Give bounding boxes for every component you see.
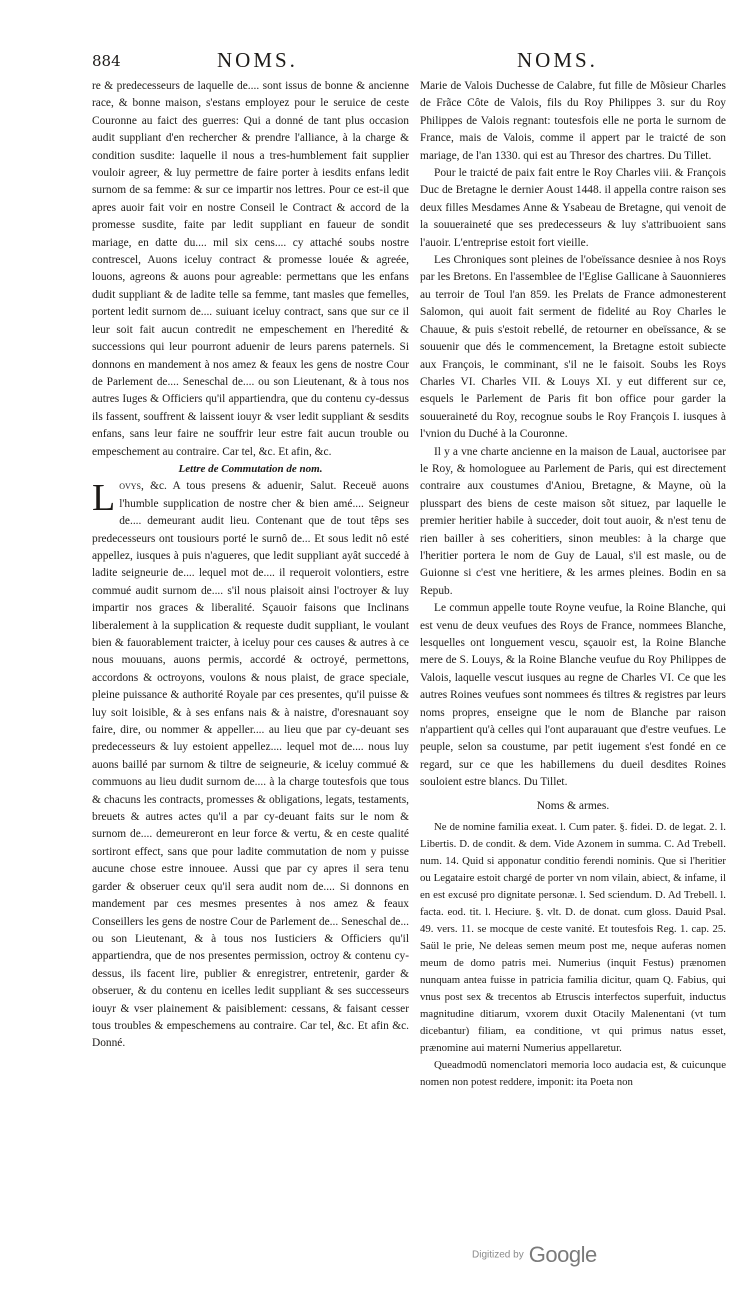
section-heading-noms-armes: Noms & armes. [536, 799, 610, 812]
page-number: 884 [92, 52, 121, 70]
right-paragraph: Marie de Valois Duchesse de Calabre, fut fille de Mõsieur Charles de Frãce Côte de Valois, fils du Roy Philippes 3. sur du Roy Philippes de Valois regnant: toutesfois elle ne porta le surnom de France, mais de Valois, comme il appert par le traicté de son mariage, de l'an 1330. qui est au Thresor des chartres. Du Tillet. [420, 80, 726, 162]
book-page [92, 48, 728, 1248]
note-paragraph: Ne de nomine familia exeat. l. Cum pater. §. fidei. D. de legat. 2. l. Libertis. D. de condit. & dem. Vide Azonem in summa. C. Ad Trebell. num. 14. Quid si apponatur conditio ferendi nominis. Que si l'heritier ou Legataire estoit chargé de porter vn nom vilain, abiect, & infame, il en est excusé pro dignitate personæ. l. Sed sciendum. D. Ad Trebell. l. facta. eod. tit. l. Heciure. §. vlt. D. de donat. cum gloss. Dauid Psal. 49. vers. 11. se mocque de ceste vanité. Et toutesfois Reg. 1. cap. 25. Saül le prie, Ne deleas semen meum post me, neque auferas nomen meum de domo patris mei. Numerius (inquit Festus) prænomen nunquam antea fuisse in patricia familia dicitur, quam Q. Fabius, qui vnus post sex & trecentos ab Etruscis interfectos superfuit, inductus magnitudine ditiarum, vxorem duxit Otacily Malenentani (vt tum dicebantur) filiam, ea conditione, vt qui primus natus esset, prænomine aui materni Numerius appellaretur. [420, 821, 726, 1055]
google-logo: Google [528, 1242, 597, 1267]
drop-cap: L [92, 477, 116, 520]
section-heading-commutation: Lettre de Commutation de nom. [178, 462, 323, 475]
letter-paragraph [92, 478, 409, 1052]
legal-notes [420, 819, 726, 1091]
running-title-left: NOMS. [217, 48, 298, 72]
running-title-right: NOMS. [517, 48, 598, 72]
right-paragraph: Il y a vne charte ancienne en la maison de Laual, auctorisee par le Roy, & homologuee au Parlement de Paris, qui est directement contraire aux coustumes d'Aniou, Bretagne, & Mayne, où la plusspart des biens de ceste maison sõt situez, par laquelle le premier heritier habile à succeder, doit tout auoir, & n'est tenu de rien bailler à ses coheritiers, sinon meubles: à la charge que l'heritier portera le nom de Guy de Laual, s'il est masle, ou de Guionne si c'est vne heritiere, & les armes pleines. Bodin en sa Repub. [420, 445, 726, 597]
left-paragraph: re & predecesseurs de laquelle de.... sont issus de bonne & ancienne race, & bonne maison, s'estans employez pour le seruice de ceste Couronne au faict des guerres: Qui a donné de tant plus occasion audit suppliant d'en rechercher & prendre l'alliance, à la charge & condition susdite: laquelle il nous a tres-humblement fait supplier vouloir agreer, & luy permettre de faire porter à iesdits enfans ledit surnom de sa femme: & sur ce impartir nos lettres. Pour ce est-il que apres auoir fait voir en nostre Conseil le Contract & accord de la promesse susdite, faite par ledit suppliant en faueur de sondit mariage, en datte du.... mil six cens.... cy attaché soubs nostre contrescel, Auons iceluy contract & promesse louée & agreée, louons, agreons & auons pour agreable: permettans que les enfans dudit suppliant & de ladite telle sa femme, tant masles que femelles, portent ledit surnom de.... suiuant iceluy contract, sans que sur ce il leur soit fait aucun contredit ne empeschement en l'heredité & successions qui leur pourront aduenir de leurs parens paternels. Si donnons en mandement à nos amez & feaux les gens de nostre Cour de Parlement de.... Seneschal de.... ou son Lieutenant, & à tous nos autres Iuges & Officiers qu'il appartiendra, que du contenu cy-dessus ils fassent, souffrent & laissent iouyr & vser ledit suppliant & sesdits enfans, sans leur faire ne souffrir leur estre fait aucun trouble ou empeschement au contraire. Car tel, &c. Et afin, &c. [92, 80, 409, 458]
letter-text: , &c. A tous presens & aduenir, Salut. Receuë auons l'humble supplication de nostre cher & bien amé.... Seigneur de.... demeurant audit lieu. Contenant que de tout têps ses predecesseurs ont tousiours porté le surnô de... Et sous ledit nô esté appellez, iusques à puis n'agueres, que ledit suppliant ayât succedé à ladite seigneurie de.... lequel mot de.... il requeroit volontiers, estre commué audit surnom de.... s'il nous plaisoit ainsi l'octroyer & luy impartir nos graces & liberalité. Sçauoir faisons que Inclinans liberalement à la supplication & requeste dudit suppliant, le voulant bien & fauorablement traicter, à iceluy pour ces causes & autres à ce nous mouuans, auons permis, accordé & octroyé, permettons, accordons & octroyons, voulons & nous plaist, de grace speciale, pleine puissance & authorité Royale par ces presentes, qu'il puisse & luy soit loisible, & à ses enfans nais & à naistre, d'oresnauant soy faire, dire, ou nommer & appeller.... au lieu que par cy-deuant ses predecesseurs & luy estoient appellez.... lequel mot de.... nous luy auons baillé par surnom & tiltre de seigneurie, & iceluy commué & commuons au lieu dudit surnom de.... à la charge toutesfois que tous & chacuns les contracts, promesses & obligations, legats, testaments, breuets & autres actes qu'il a par cy-deuant faits sur le nom & surnom de.... demeureront en leur force & vertu, & en ceste qualité sortiront effect, sans que pour ladite commutation de nom y puisse aucune chose estre innouee. Aussi que par cy apres il sera tenu garder & obseruer ceux qu'il sera audit nom de.... Si donnons en mandement par ces mesmes presentes à nos amez & feaux Conseillers les gens de nostre Cour de Parlement de... Seneschal de... ou son Lieutenant, & à tous nos Iusticiers & Officiers qu'il appartiendra, que de nos presentes permission, octroy & contenu cy-dessus, ils facent lire, publier & enregistrer, entretenir, garder & obseruer, & du contenu en icelles ledit suppliant & ses successeurs iouyr & vser plainement & paisiblement: cessans, & faisant cesser tous troubles & empeschemens au contraire. Car tel, &c. Et afin &c. Donné. [92, 480, 409, 1050]
note-paragraph: Queadmodũ nomenclatori memoria loco audacia est, & cuicunque nomen non potest reddere, imponit: ita Poeta non [420, 1059, 726, 1089]
digitized-watermark [472, 1242, 597, 1268]
right-paragraph: Les Chroniques sont pleines de l'obeïssance desniee à nos Roys par les Bretons. En l'assemblee de l'Eglise Gallicane à Sauonnieres au terroir de Toul l'an 859. les Prelats de France admonesterent Salomon, qui auoit fait serment de fidelité au Roy Charles le Chauue, & puis s'estoit rebellé, de retourner en obeïssance, & se souuenir que dés le commencement, la Bretagne estoit subiecte aux François, le comminant, s'il ne le faisoit. Soubs les Roys Charles VI. Charles VII. & Louys XI. y eut different sur ce, esquels le Parlement de Paris fit bon office pour garder la souueraineté du Roy, recognue soubs le Roy François I. iusques à l'vnion du Duché à la Couronne. [420, 254, 726, 441]
left-column [92, 78, 409, 1053]
digitized-by-label: Digitized by [472, 1249, 524, 1261]
page-header [92, 48, 728, 76]
right-column [420, 78, 726, 1091]
right-paragraph: Le commun appelle toute Royne veufue, la Roine Blanche, qui est venu de deux veufues des Roys de France, nommees Blanche, lesquelles ont longuement vescu, sçauoir est, la Roine Blanche mere de S. Louys, & la Roine Blanche veufue du Roy Philippes de Valois, laquelle vescut iusques au regne de Charles VI. Ce que les autres Roines veufues sont nommees és tiltres & registres par leurs noms propres, enseigne que le nom de Blanche par raison n'appartient qu'à celles qui l'ont auparauant que d'estre veufues. Le peuple, selon sa coustume, par petit iugement s'est fondé en ce regard, sur ce que les habillemens du dueil desdites Roines souloient estre blancs. Du Tillet. [420, 602, 726, 789]
right-paragraph: Pour le traicté de paix fait entre le Roy Charles viii. & François Duc de Bretagne le dernier Aoust 1448. il appella contre raison ses deux filles Mesdames Anne & Ysabeau de Bretagne, qui venoit de la souueraineté que ses predecesseurs & luy s'attribuoient sans l'auoir. L'entreprise estoit fort vieille. [420, 167, 726, 249]
drop-cap-rest: ovys [119, 480, 141, 493]
